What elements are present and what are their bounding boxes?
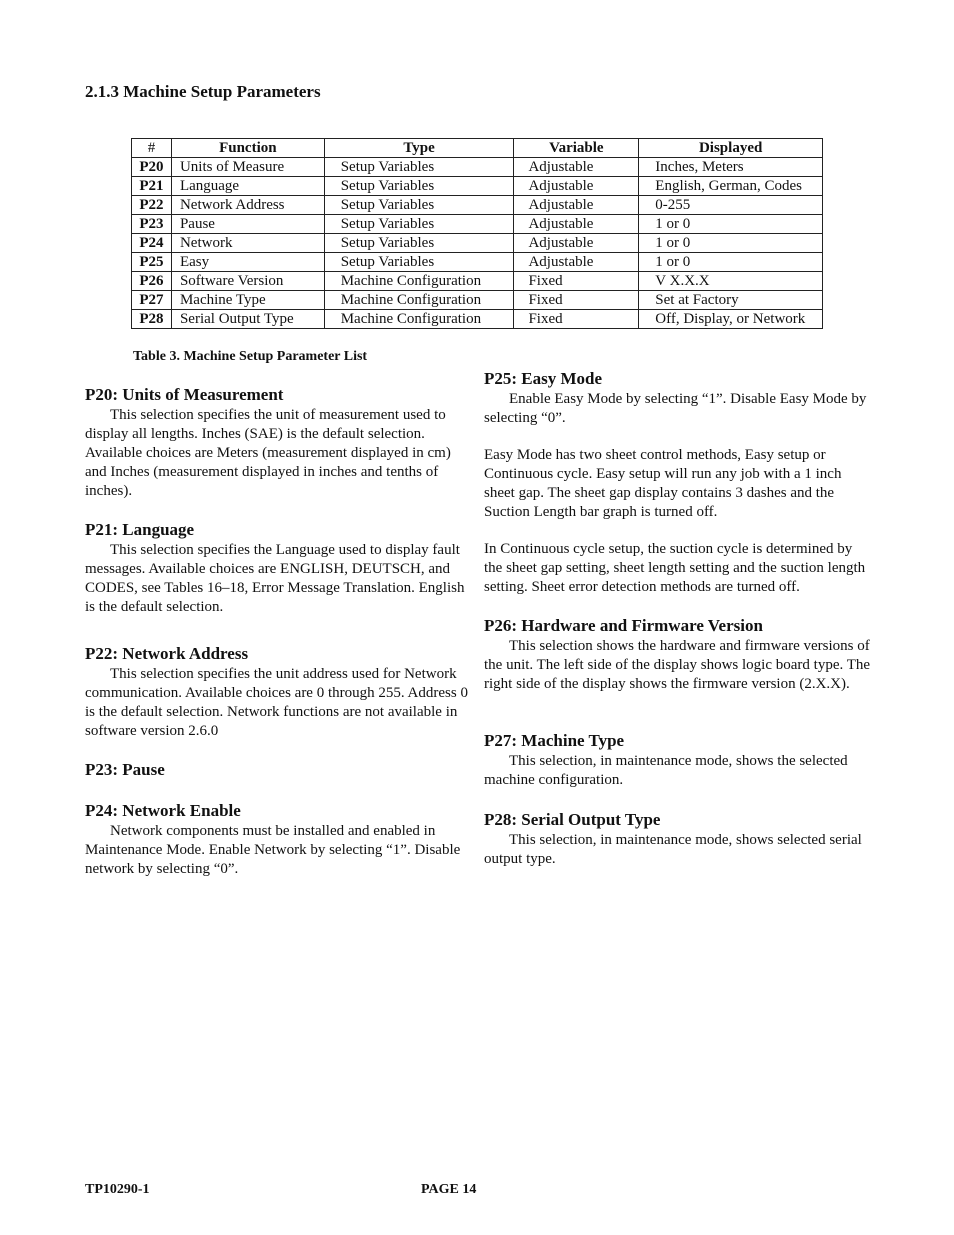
footer-doc-id: TP10290-1 (85, 1182, 150, 1197)
cell-function: Software Version (171, 272, 324, 291)
section-heading: P28: Serial Output Type (484, 810, 661, 829)
table-row (132, 291, 823, 310)
section-paragraph: This selection specifies the Language used to display fault messages. Available choices are ENGLISH, DEUTSCH, and CODES, see Tables 16–18, Error Message Translation. English is the default selection. (85, 542, 465, 615)
cell-function: Pause (171, 215, 324, 234)
table-caption: Table 3. Machine Setup Parameter List (133, 349, 368, 364)
section-heading: P21: Language (85, 520, 195, 539)
table-row (132, 310, 823, 329)
cell-variable: Adjustable (514, 234, 639, 253)
cell-type: Setup Variables (324, 215, 514, 234)
cell-number: P27 (132, 291, 172, 310)
cell-variable: Adjustable (514, 158, 639, 177)
cell-type: Setup Variables (324, 234, 514, 253)
section-heading: P26: Hardware and Firmware Version (484, 616, 763, 635)
section-p22 (85, 643, 470, 741)
cell-variable: Fixed (514, 291, 639, 310)
section-p21 (85, 519, 470, 617)
cell-type: Setup Variables (324, 158, 514, 177)
section-p28 (484, 809, 872, 869)
header-variable: Variable (514, 139, 639, 158)
cell-number: P24 (132, 234, 172, 253)
section-paragraph: Network components must be installed and enabled in Maintenance Mode. Enable Network by selecting “1”. Disable network by selecting “0”. (85, 823, 461, 877)
section-p25 (484, 368, 872, 597)
table-header-row (132, 139, 823, 158)
section-p23 (85, 759, 470, 781)
cell-function: Network (171, 234, 324, 253)
table-row (132, 196, 823, 215)
cell-function: Units of Measure (171, 158, 324, 177)
cell-function: Serial Output Type (171, 310, 324, 329)
section-p26 (484, 615, 872, 694)
cell-type: Machine Configuration (324, 310, 514, 329)
cell-type: Machine Configuration (324, 272, 514, 291)
cell-displayed: 1 or 0 (639, 234, 823, 253)
header-type: Type (324, 139, 514, 158)
cell-number: P20 (132, 158, 172, 177)
cell-variable: Adjustable (514, 196, 639, 215)
cell-type: Setup Variables (324, 177, 514, 196)
cell-variable: Adjustable (514, 215, 639, 234)
cell-displayed: Inches, Meters (639, 158, 823, 177)
cell-displayed: English, German, Codes (639, 177, 823, 196)
cell-displayed: V X.X.X (639, 272, 823, 291)
cell-function: Network Address (171, 196, 324, 215)
table-row (132, 177, 823, 196)
cell-type: Setup Variables (324, 196, 514, 215)
table-row (132, 234, 823, 253)
section-heading: P27: Machine Type (484, 731, 625, 750)
section-paragraph: This selection shows the hardware and firmware versions of the unit. The left side of the display shows logic board type. The right side of the display shows the firmware version (2.X.X). (484, 638, 871, 692)
cell-number: P28 (132, 310, 172, 329)
header-number: # (132, 139, 172, 158)
section-paragraph: This selection specifies the unit of measurement used to display all lengths. Inches (SAE) is the default selection. Available choices are Meters (measurement displayed in cm) and Inches (measurement displayed in inches and tenths of inches). (85, 407, 451, 499)
cell-number: P22 (132, 196, 172, 215)
cell-variable: Adjustable (514, 253, 639, 272)
section-p20 (85, 384, 470, 501)
cell-type: Machine Configuration (324, 291, 514, 310)
cell-variable: Fixed (514, 310, 639, 329)
section-heading: P25: Easy Mode (484, 369, 603, 388)
header-function: Function (171, 139, 324, 158)
cell-number: P21 (132, 177, 172, 196)
cell-displayed: Off, Display, or Network (639, 310, 823, 329)
cell-number: P25 (132, 253, 172, 272)
cell-function: Language (171, 177, 324, 196)
section-p24 (85, 800, 470, 879)
table-row (132, 272, 823, 291)
cell-displayed: 1 or 0 (639, 253, 823, 272)
section-paragraph: This selection specifies the unit address used for Network communication. Available choices are 0 through 255. Address 0 is the default selection. Network functions are not available in software version 2.6.0 (85, 666, 468, 739)
cell-displayed: Set at Factory (639, 291, 823, 310)
section-title: 2.1.3 Machine Setup Parameters (85, 82, 321, 101)
cell-function: Easy (171, 253, 324, 272)
cell-variable: Fixed (514, 272, 639, 291)
section-paragraph: This selection, in maintenance mode, shows selected serial output type. (484, 832, 862, 867)
section-paragraph: Enable Easy Mode by selecting “1”. Disable Easy Mode by selecting “0”. (484, 391, 867, 426)
footer-page-number: PAGE 14 (421, 1182, 477, 1197)
table-row (132, 215, 823, 234)
header-displayed: Displayed (639, 139, 823, 158)
table-row (132, 158, 823, 177)
cell-displayed: 1 or 0 (639, 215, 823, 234)
cell-type: Setup Variables (324, 253, 514, 272)
cell-displayed: 0-255 (639, 196, 823, 215)
table-body (132, 158, 823, 329)
section-heading: P20: Units of Measurement (85, 385, 284, 404)
cell-function: Machine Type (171, 291, 324, 310)
section-paragraph: Easy Mode has two sheet control methods, Easy setup or Continuous cycle. Easy setup will run any job with a 1 inch sheet gap. The sheet gap display contains 3 dashes and the Suction Length bar graph is turned off. (484, 447, 842, 520)
section-paragraph: This selection, in maintenance mode, shows the selected machine configuration. (484, 753, 848, 788)
section-paragraph: In Continuous cycle setup, the suction cycle is determined by the sheet gap setting, sheet length setting and the suction length setting. Sheet error detection methods are turned off. (484, 541, 866, 595)
section-heading: P23: Pause (85, 760, 165, 779)
cell-number: P23 (132, 215, 172, 234)
parameter-table (131, 138, 823, 329)
section-heading: P24: Network Enable (85, 801, 241, 820)
section-p27 (484, 730, 872, 790)
cell-variable: Adjustable (514, 177, 639, 196)
table-row (132, 253, 823, 272)
cell-number: P26 (132, 272, 172, 291)
section-heading: P22: Network Address (85, 644, 249, 663)
